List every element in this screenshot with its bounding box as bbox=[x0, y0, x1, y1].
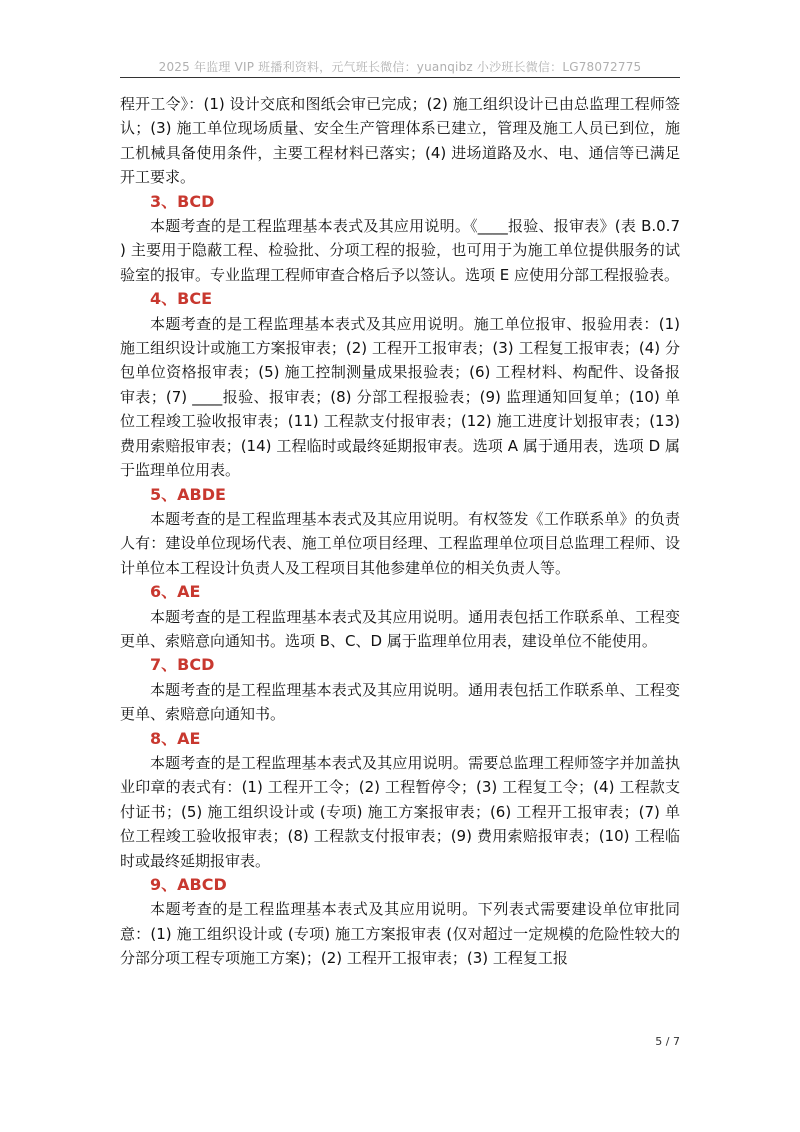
answer-label-8: 8、AE bbox=[150, 728, 201, 748]
answer-label-4: 4、BCE bbox=[150, 289, 213, 309]
answer-label-3: 3、BCD bbox=[150, 191, 215, 211]
answer-explanation-6: 本题考查的是工程监理基本表式及其应用说明。通用表包括工作联系单、工程变更单、索赔意向通知书。选项 B、C、D 属于监理单位用表，建设单位不能使用。 bbox=[120, 607, 680, 650]
answer-label-7: 7、BCD bbox=[150, 655, 215, 675]
page-number: 5 / 7 bbox=[655, 1035, 680, 1048]
document-body bbox=[120, 92, 680, 971]
answer-label-6: 6、AE bbox=[150, 582, 201, 602]
intro-paragraph: 程开工令》：(1) 设计交底和图纸会审已完成；(2) 施工组织设计已由总监理工程师签认；(3) 施工单位现场质量、安全生产管理体系已建立，管理及施工人员已到位，施工机械具备使用条件，主要工程材料已落实；(4) 进场道路及水、电、通信等已满足开工要求。 bbox=[120, 95, 680, 187]
answer-explanation-9: 本题考查的是工程监理基本表式及其应用说明。下列表式需要建设单位审批同意：(1) 施工组织设计或 (专项) 施工方案报审表 (仅对超过一定规模的危险性较大的分部分项工程专项施工方案)；(2) 工程开工报审表；(3) 工程复工报 bbox=[120, 900, 680, 968]
answer-explanation-7: 本题考查的是工程监理基本表式及其应用说明。通用表包括工作联系单、工程变更单、索赔意向通知书。 bbox=[120, 680, 680, 724]
answer-label-5: 5、ABDE bbox=[150, 484, 226, 504]
header-divider bbox=[120, 77, 680, 78]
answer-explanation-3: 本题考查的是工程监理基本表式及其应用说明。《____报验、报审表》(表 B.0.7 ) 主要用于隐蔽工程、检验批、分项工程的报验，也可用于为施工单位提供服务的试验室的报审。专业监理工程师审查合格后予以签认。选项 E 应使用分部工程报验表。 bbox=[120, 217, 680, 284]
answer-explanation-8: 本题考查的是工程监理基本表式及其应用说明。需要总监理工程师签字并加盖执业印章的表式有：(1) 工程开工令；(2) 工程暂停令；(3) 工程复工令；(4) 工程款支付证书；(5) 施工组织设计或 (专项) 施工方案报审表；(6) 工程开工报审表；(7) 单位工程竣工验收报审表；(8) 工程款支付报审表；(9) 费用索赔报审表；(10) 工程临时或最终延期报审表。 bbox=[120, 753, 680, 870]
answer-explanation-5: 本题考查的是工程监理基本表式及其应用说明。有权签发《工作联系单》的负责人有：建设单位现场代表、施工单位项目经理、工程监理单位项目总监理工程师、设计单位本工程设计负责人及工程项目其他参建单位的相关负责人等。 bbox=[120, 509, 680, 577]
page-header: 2025 年监理 VIP 班播利资料，元气班长微信：yuanqibz 小沙班长微信：LG78072775 bbox=[158, 60, 642, 74]
answer-label-9: 9、ABCD bbox=[150, 875, 227, 894]
answer-explanation-4: 本题考查的是工程监理基本表式及其应用说明。施工单位报审、报验用表：(1) 施工组织设计或施工方案报审表；(2) 工程开工报审表；(3) 工程复工报审表；(4) 分包单位资格报审表；(5) 施工控制测量成果报验表；(6) 工程材料、构配件、设备报审表；(7) ____报验、报审表；(8) 分部工程报验表；(9) 监理通知回复单；(10) 单位工程竣工验收报审表；(11) 工程款支付报审表；(12) 施工进度计划报审表；(13) 费用索赔报审表；(14) 工程临时或最终延期报审表。选项 A 属于通用表，选项 D 属于监理单位用表。 bbox=[120, 314, 680, 480]
